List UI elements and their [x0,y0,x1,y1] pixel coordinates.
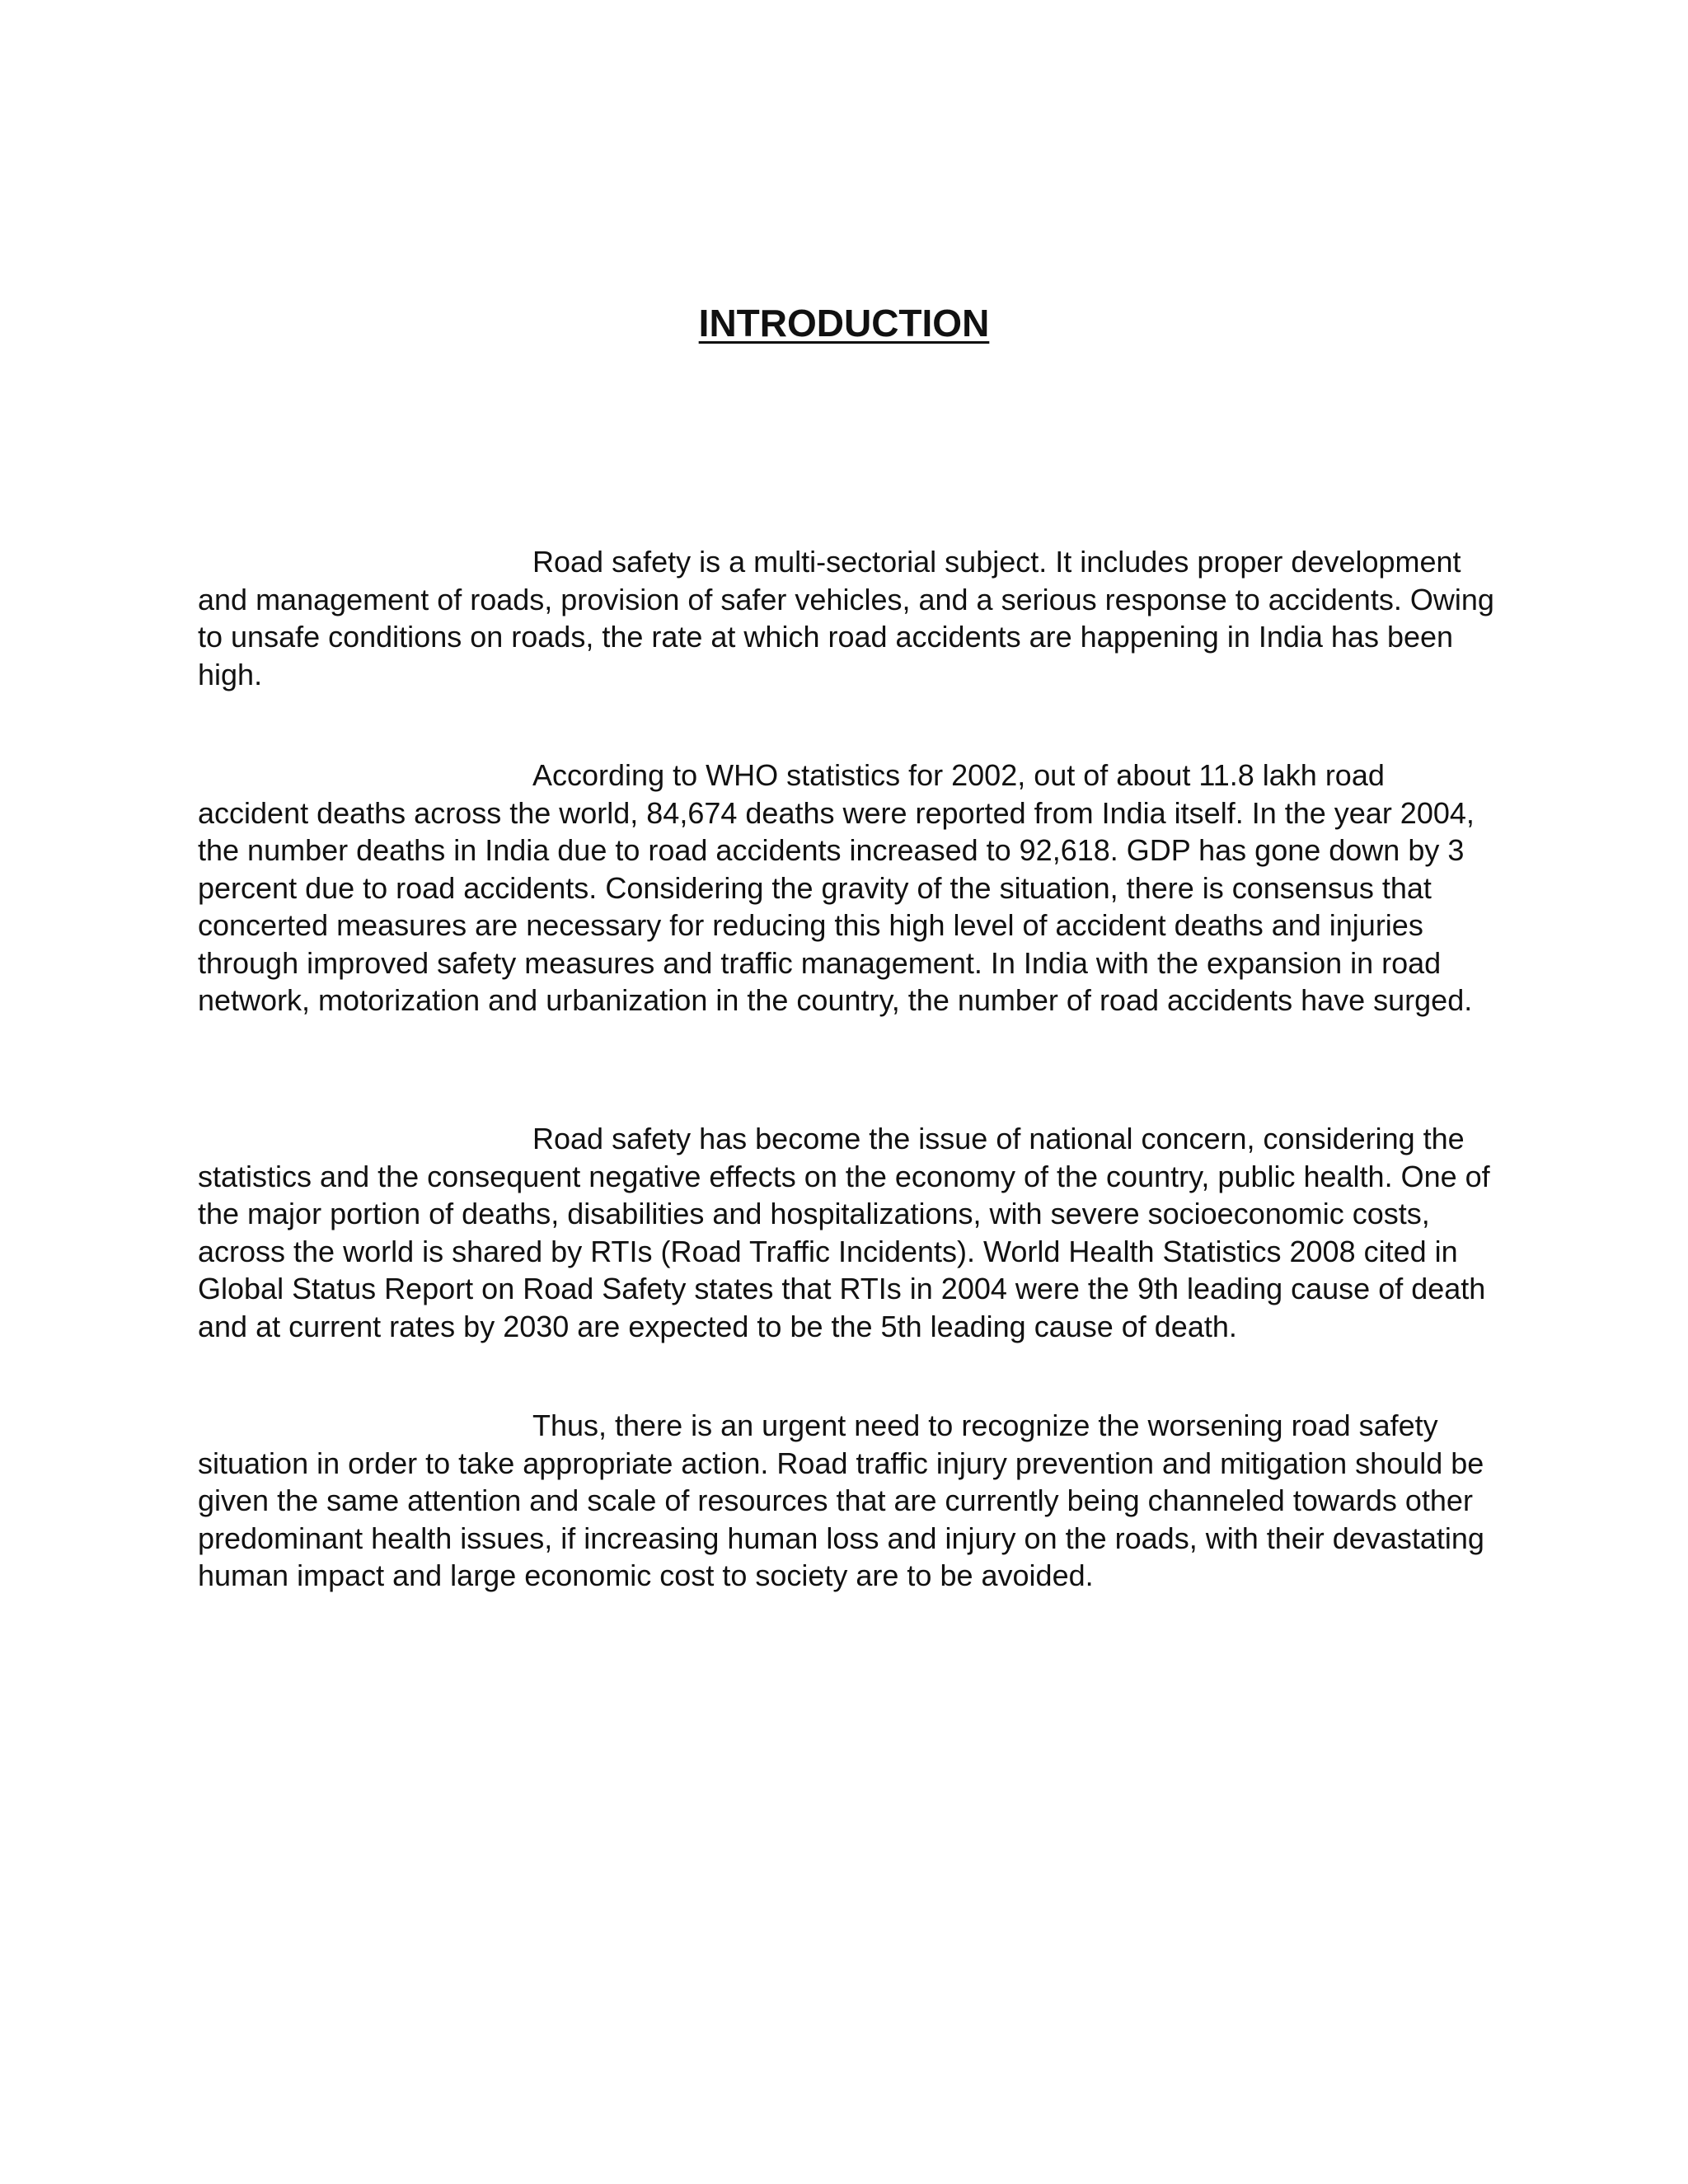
paragraph-2 [198,757,1500,1019]
paragraph-2-text: According to WHO statistics for 2002, out of about 11.8 lakh road accident deaths across the world, 84,674 deaths were reported from India itself. In the year 2004, the number deaths in India due to road accidents increased to 92,618. GDP has gone down by 3 percent due to road accidents. Considering the gravity of the situation, there is consensus that concerted measures are necessary for reducing this high level of accident deaths and injuries through improved safety measures and traffic management. In India with the expansion in road network, motorization and urbanization in the country, the number of road accidents have surged. [198,758,1475,1017]
paragraph-1 [198,543,1500,693]
paragraph-3 [198,1120,1500,1345]
paragraph-3-text: Road safety has become the issue of national concern, considering the statistics and the consequent negative effects on the economy of the country, public health. One of the major portion of deaths, disabilities and hospitalizations, with severe socioeconomic costs, across the world is shared by RTIs (Road Traffic Incidents). World Health Statistics 2008 cited in Global Status Report on Road Safety states that RTIs in 2004 were the 9th leading cause of death and at current rates by 2030 are expected to be the 5th leading cause of death. [198,1122,1490,1343]
page-title: INTRODUCTION [698,302,990,344]
paragraph-1-text: Road safety is a multi-sectorial subject. It includes proper development and management of roads, provision of safer vehicles, and a serious response to accidents. Owing to unsafe conditions on roads, the rate at which road accidents are happening in India has been high. [198,545,1494,691]
paragraph-4-text: Thus, there is an urgent need to recognize the worsening road safety situation in order to take appropriate action. Road traffic injury prevention and mitigation should be given the same attention and scale of resources that are currently being channeled towards other predominant health issues, if increasing human loss and injury on the roads, with their devastating human impact and large economic cost to society are to be avoided. [198,1408,1484,1592]
paragraph-4 [198,1407,1500,1595]
